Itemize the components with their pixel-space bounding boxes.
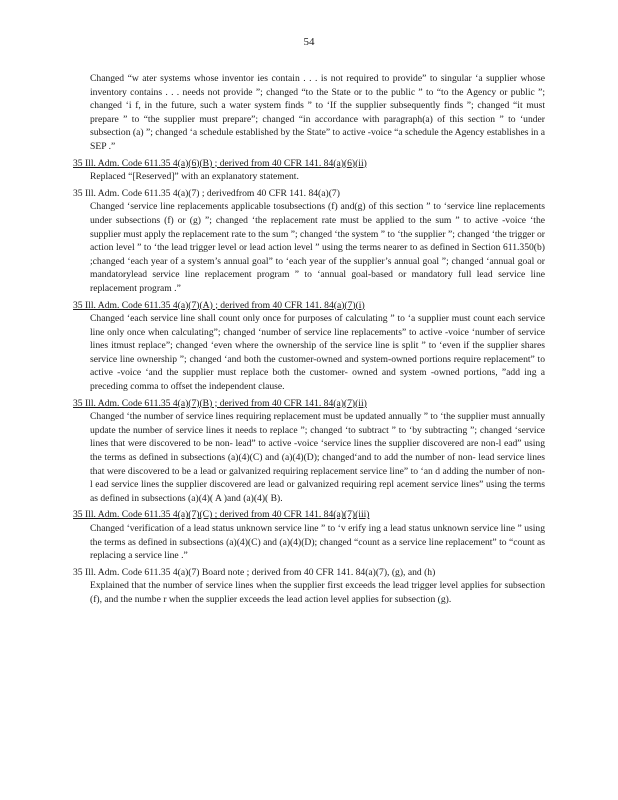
entry-citation: 35 Ill. Adm. Code 611.35 4(a)(7) Board note ; derived from 40 CFR 141. 84(a)(7), (g), and (h) — [73, 566, 436, 578]
entry-a7-board-note — [73, 566, 545, 607]
entry-a7a — [73, 299, 545, 394]
entry-citation: 35 Ill. Adm. Code 611.35 4(a)(7)(B) ; derived from 40 CFR 141. 84(a)(7)(ii) — [73, 397, 367, 409]
entry-citation: 35 Ill. Adm. Code 611.35 4(a)(7) ; derivedfrom 40 CFR 141. 84(a)(7) — [73, 187, 340, 199]
entry-a7b — [73, 397, 545, 506]
entry-a7 — [73, 187, 545, 296]
entry-body: Changed “w ater systems whose inventor ies contain . . . is not required to provide” to singular ‘a supplier whose inventory contains . . . needs not provide ”; changed “to the State or to the public ” to “to the Agency or public ”; changed ‘i f, in the future, such a water system finds ” to ‘If the supplier subsequently finds ”; changed “it must prepare ” to “the supplier must prepare”; changed “in accordance with paragraph(a) of this section ” to ‘under subsection (a) ”; changed ‘a schedule established by the State” to active -voice “a schedule the Agency establishes in a SEP .” — [90, 73, 545, 152]
entry-body: Explained that the number of service lines when the supplier first exceeds the lead trigger level applies for subsection (f), and the numbe r when the supplier exceeds the lead action level applies for subsection (g). — [90, 580, 545, 605]
entry-a7c — [73, 508, 545, 562]
entry-body: Changed ‘verification of a lead status unknown service line ” to ‘v erify ing a lead status unknown service line ” using the terms as defined in subsections (a)(4)(C) and (a)(4)(D); changed “count as a service line replacement” to “count as replacing a service line .” — [90, 523, 545, 562]
entry-citation: 35 Ill. Adm. Code 611.35 4(a)(7)(A) ; derived from 40 CFR 141. 84(a)(7)(i) — [73, 299, 365, 311]
entry-body: Replaced “[Reserved]” with an explanatory statement. — [90, 171, 299, 183]
page-number: 54 — [303, 36, 315, 48]
entry-citation: 35 Ill. Adm. Code 611.35 4(a)(6)(B) ; derived from 40 CFR 141. 84(a)(6)(ii) — [73, 157, 367, 169]
entry-body: Changed ‘the number of service lines requiring replacement must be updated annually ” to ‘the supplier must annually update the number of service lines it needs to replace ”; changed ‘to subtract ” to ‘by subtracting ”; changed ‘service lines that were discovered to be non- lead” to active -voice ‘service lines the supplier discovered are non-l ead” using the terms as defined in subsections (a)(4)(C) and (a)(4)(D); changed‘and to add the number of non- lead service lines that were discovered to be a lead or galvanized requiring replacement service line” to ‘an d adding the number of non-l ead service lines the supplier discovered are lead or galvanized requiring repl acement service lines” using the terms as defined in subsections (a)(4)( A )and (a)(4)( B). — [90, 411, 545, 504]
entry-continuation — [73, 72, 545, 154]
entry-a6b — [73, 157, 545, 184]
entry-body: Changed ‘each service line shall count only once for purposes of calculating ” to ‘a supplier must count each service line only once when calculating”; changed ‘number of service line replacements” to active -voice ‘number of service lines itmust replace”; changed ‘even where the ownership of the service line is split ” to ‘even if the supplier shares service line ownership ”; changed ‘and both the customer-owned and system-owned portions require replacement” to active -voice ‘and the supplier must replace both the customer- owned and system -owned portions, ”add ing a preceding comma to offset the independent clause. — [90, 313, 545, 393]
document-body — [73, 72, 545, 607]
entry-citation: 35 Ill. Adm. Code 611.35 4(a)(7)(C) ; derived from 40 CFR 141. 84(a)(7)(iii) — [73, 509, 370, 521]
entry-body: Changed ‘service line replacements applicable tosubsections (f) and(g) of this section ” to ‘service line replacements under subsections (f) or (g) ”; changed ‘the replacement rate must be applied to the sum ” to active -voice ‘the supplier must apply the replacement rate to the sum ”; changed ‘the system ” to ‘the supplier ”; changed ‘the trigger or action level ” to ‘the lead trigger level or lead action level ” using the terms nearer to as defined in Section 611.350(b) ;changed ‘each year of a system’s annual goal” to ‘each year of the supplier’s annual goal ”; changed ‘annual goal or mandatorylead service line replacement program ” to ‘annual goal-based or mandatory full lead service line replacement program .” — [90, 201, 545, 294]
